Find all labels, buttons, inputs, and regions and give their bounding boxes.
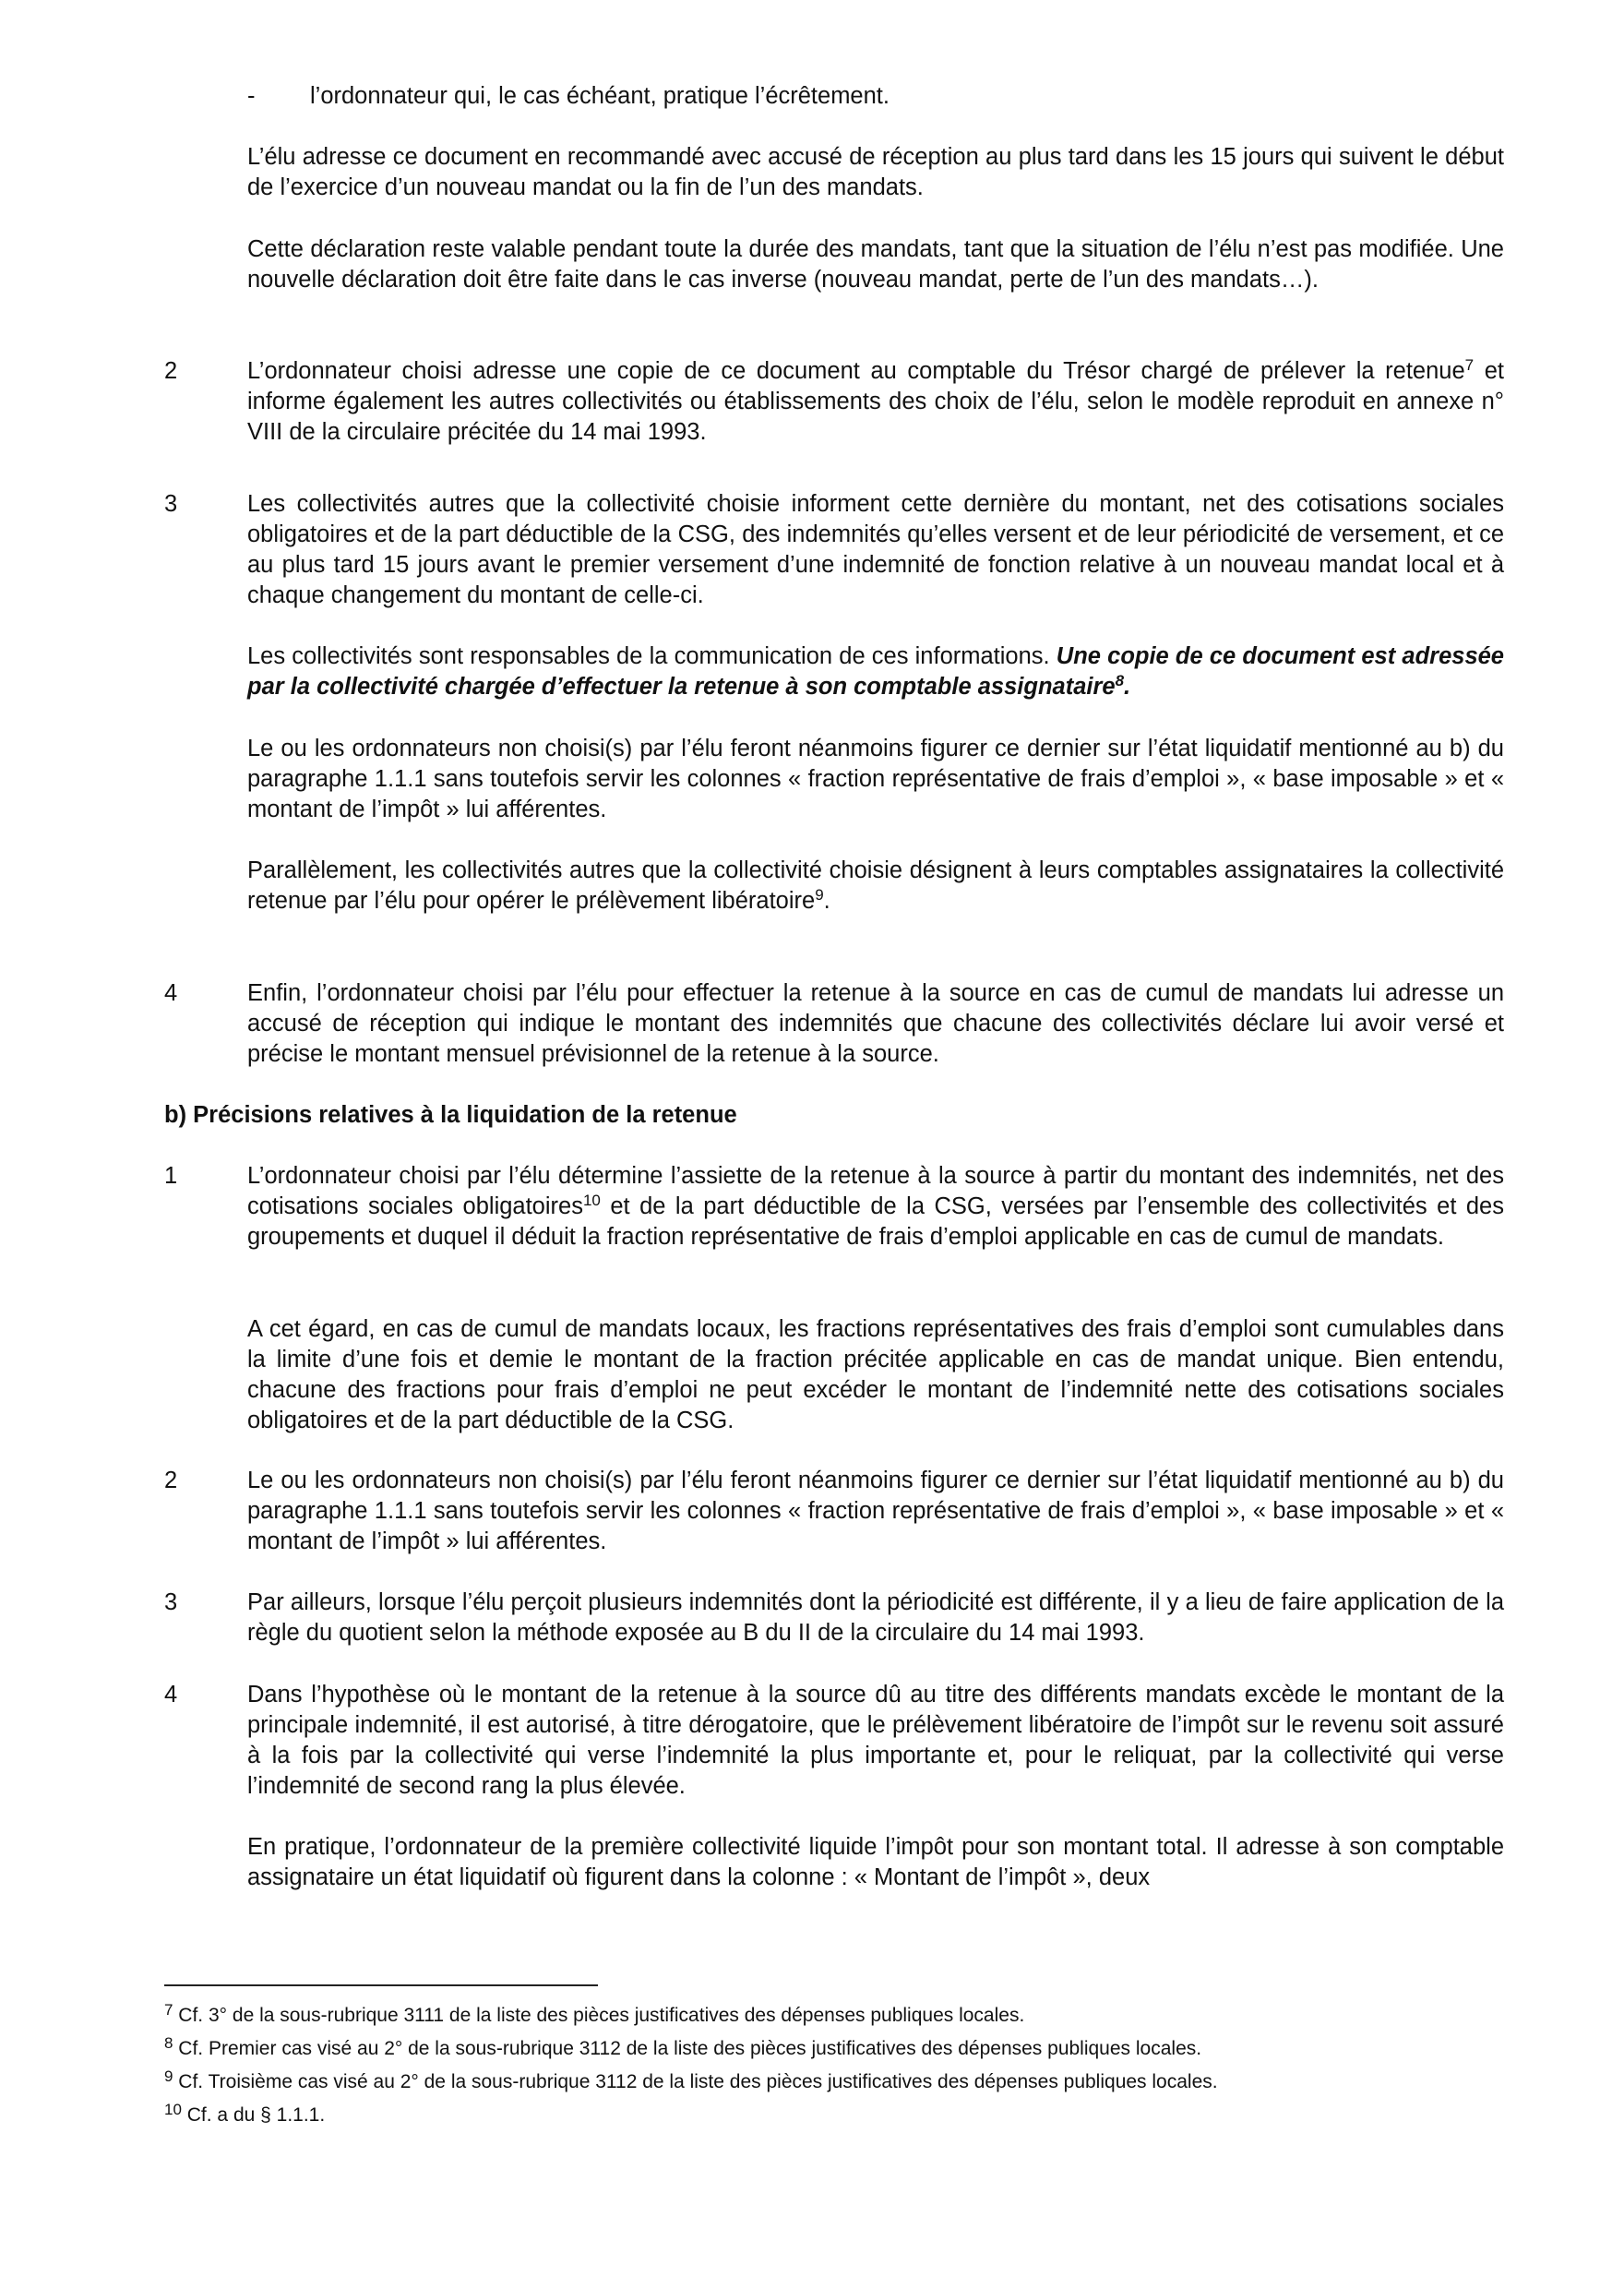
item-b-number-3: 3 bbox=[164, 1589, 178, 1615]
footnote-ref-10: 10 bbox=[582, 1192, 601, 1209]
footnote-ref-9: 9 bbox=[815, 886, 824, 904]
paragraph-b-item-4: Dans l’hypothèse où le montant de la retenue à la source dû au titre des différents mandats excède le montant de la principale indemnité, il est autorisé, à titre dérogatoire, que le prélèvement libératoire de l’impôt sur le revenu soit assuré à la fois par la collectivité qui verse l’indemnité la plus importante et, pour le reliquat, par la collectivité qui verse l’indemnité de second rang la plus élevée. bbox=[247, 1682, 1504, 1799]
paragraph-cet-egard: A cet égard, en cas de cumul de mandats locaux, les fractions représentatives des frais d’emploi sont cumulables dans la limite d’une fois et demie le montant de la fraction précitée applicable en cas de mandat unique. Bien entendu, chacune des fractions pour frais d’emploi ne peut excéder le montant de l’indemnité nette des cotisations sociales obligatoires et de la part déductible de la CSG. bbox=[247, 1316, 1504, 1433]
item-2-text-start: L’ordonnateur choisi adresse une copie de ce document au comptable du Trésor chargé de prélever la retenue bbox=[247, 358, 1465, 384]
paragraph-recommande: L’élu adresse ce document en recommandé avec accusé de réception au plus tard dans les 15 jours qui suivent le début de l’exercice d’un nouveau mandat ou la fin de l’un des mandats. bbox=[247, 144, 1504, 200]
paragraph-item-3: Les collectivités autres que la collectivité choisie informent cette dernière du montant, net des cotisations sociales obligatoires et de la part déductible de la CSG, des indemnités qu’elles versent et de leur périodicité de versement, et ce au plus tard 15 jours avant le premier versement d’une indemnité de fonction relative à un nouveau mandat local et à chaque changement du montant de celle-ci. bbox=[247, 491, 1504, 608]
section-heading-b: b) Précisions relatives à la liquidation de la retenue bbox=[164, 1102, 737, 1128]
footnote-ref-8: 8 bbox=[1115, 672, 1125, 689]
paragraph-valable: Cette déclaration reste valable pendant toute la durée des mandats, tant que la situation de l’élu n’est pas modifiée. Une nouvelle déclaration doit être faite dans le cas inverse (nouveau mandat, perte de l’un des mandats…). bbox=[247, 236, 1504, 293]
bullet-dash: - bbox=[247, 83, 256, 109]
b1-text-end: et de la part déductible de la CSG, versées par l’ensemble des collectivités et des groupements et duquel il déduit la fraction représentative de frais d’emploi applicable en cas de cumul de mandats. bbox=[247, 1193, 1504, 1250]
responsables-end: . bbox=[1124, 674, 1131, 700]
paragraph-non-choisis: Le ou les ordonnateurs non choisi(s) par l’élu feront néanmoins figurer ce dernier sur l’état liquidatif mentionné au b) du paragraphe 1.1.1 sans toutefois servir les colonnes « fraction représentative de frais d’emploi », « base imposable » et « montant de l’impôt » lui afférentes. bbox=[247, 736, 1504, 822]
footnote-text: Cf. Premier cas visé au 2° de la sous-rubrique 3112 de la liste des pièces justificatives des dépenses publiques locales. bbox=[173, 2038, 1202, 2059]
item-b-number-2: 2 bbox=[164, 1468, 178, 1493]
footnote-7 bbox=[164, 2003, 1024, 2029]
item-number-4: 4 bbox=[164, 980, 178, 1006]
footnote-number: 10 bbox=[164, 2101, 182, 2118]
paragraph-responsables bbox=[247, 641, 1504, 702]
footnote-text: Cf. Troisième cas visé au 2° de la sous-rubrique 3112 de la liste des pièces justificatives des dépenses publiques locales. bbox=[173, 2071, 1218, 2092]
item-number-3: 3 bbox=[164, 491, 178, 517]
responsables-bold-text: Une copie de ce document est adressée par la collectivité chargée d’effectuer la retenue à son comptable assignataire bbox=[247, 643, 1504, 700]
paragraph-parallelement bbox=[247, 856, 1504, 917]
b1-text-start: L’ordonnateur choisi par l’élu détermine l’assiette de la retenue à la source à partir du montant des indemnités, net des cotisations sociales obligatoires bbox=[247, 1163, 1504, 1219]
footnote-text: Cf. a du § 1.1.1. bbox=[181, 2104, 326, 2126]
item-b-number-1: 1 bbox=[164, 1163, 178, 1189]
footnote-ref-7: 7 bbox=[1464, 356, 1475, 374]
paragraph-item-4: Enfin, l’ordonnateur choisi par l’élu pour effectuer la retenue à la source en cas de cumul de mandats lui adresse un accusé de réception qui indique le montant des indemnités que chacune des collectivités déclare lui avoir versé et précise le montant mensuel prévisionnel de la retenue à la source. bbox=[247, 980, 1504, 1067]
responsables-plain-text: Les collectivités sont responsables de la communication de ces informations. bbox=[247, 643, 1057, 669]
paragraph-b-item-1 bbox=[247, 1161, 1504, 1252]
bullet-text: l’ordonnateur qui, le cas échéant, pratique l’écrêtement. bbox=[310, 83, 890, 109]
footnote-10 bbox=[164, 2103, 325, 2128]
parallelement-text: Parallèlement, les collectivités autres que la collectivité choisie désignent à leurs comptables assignataires la collectivité retenue par l’élu pour opérer le prélèvement libératoire bbox=[247, 857, 1504, 914]
footnote-separator bbox=[164, 1984, 598, 1986]
footnote-text: Cf. 3° de la sous-rubrique 3111 de la liste des pièces justificatives des dépenses publiques locales. bbox=[173, 2005, 1025, 2026]
paragraph-item-2 bbox=[247, 356, 1504, 448]
footnote-number: 7 bbox=[164, 2001, 173, 2019]
parallelement-end: . bbox=[823, 888, 830, 914]
footnote-number: 9 bbox=[164, 2067, 173, 2085]
paragraph-b-item-2: Le ou les ordonnateurs non choisi(s) par l’élu feront néanmoins figurer ce dernier sur l’état liquidatif mentionné au b) du paragraphe 1.1.1 sans toutefois servir les colonnes « fraction représentative de frais d’emploi », « base imposable » et « montant de l’impôt » lui afférentes. bbox=[247, 1468, 1504, 1554]
footnote-9 bbox=[164, 2069, 1218, 2095]
paragraph-b-item-3: Par ailleurs, lorsque l’élu perçoit plusieurs indemnités dont la périodicité est différente, il y a lieu de faire application de la règle du quotient selon la méthode exposée au B du II de la circulaire du 14 mai 1993. bbox=[247, 1589, 1504, 1646]
item-2-text-end: et informe également les autres collectivités ou établissements des choix de l’élu, selon le modèle reproduit en annexe n° VIII de la circulaire précitée du 14 mai 1993. bbox=[247, 358, 1504, 445]
item-b-number-4: 4 bbox=[164, 1682, 178, 1708]
paragraph-en-pratique: En pratique, l’ordonnateur de la première collectivité liquide l’impôt pour son montant total. Il adresse à son comptable assignataire un état liquidatif où figurent dans la colonne : « Montant de l’impôt », deux bbox=[247, 1834, 1504, 1890]
footnote-8 bbox=[164, 2036, 1201, 2062]
footnote-number: 8 bbox=[164, 2034, 173, 2052]
item-number-2: 2 bbox=[164, 358, 178, 384]
